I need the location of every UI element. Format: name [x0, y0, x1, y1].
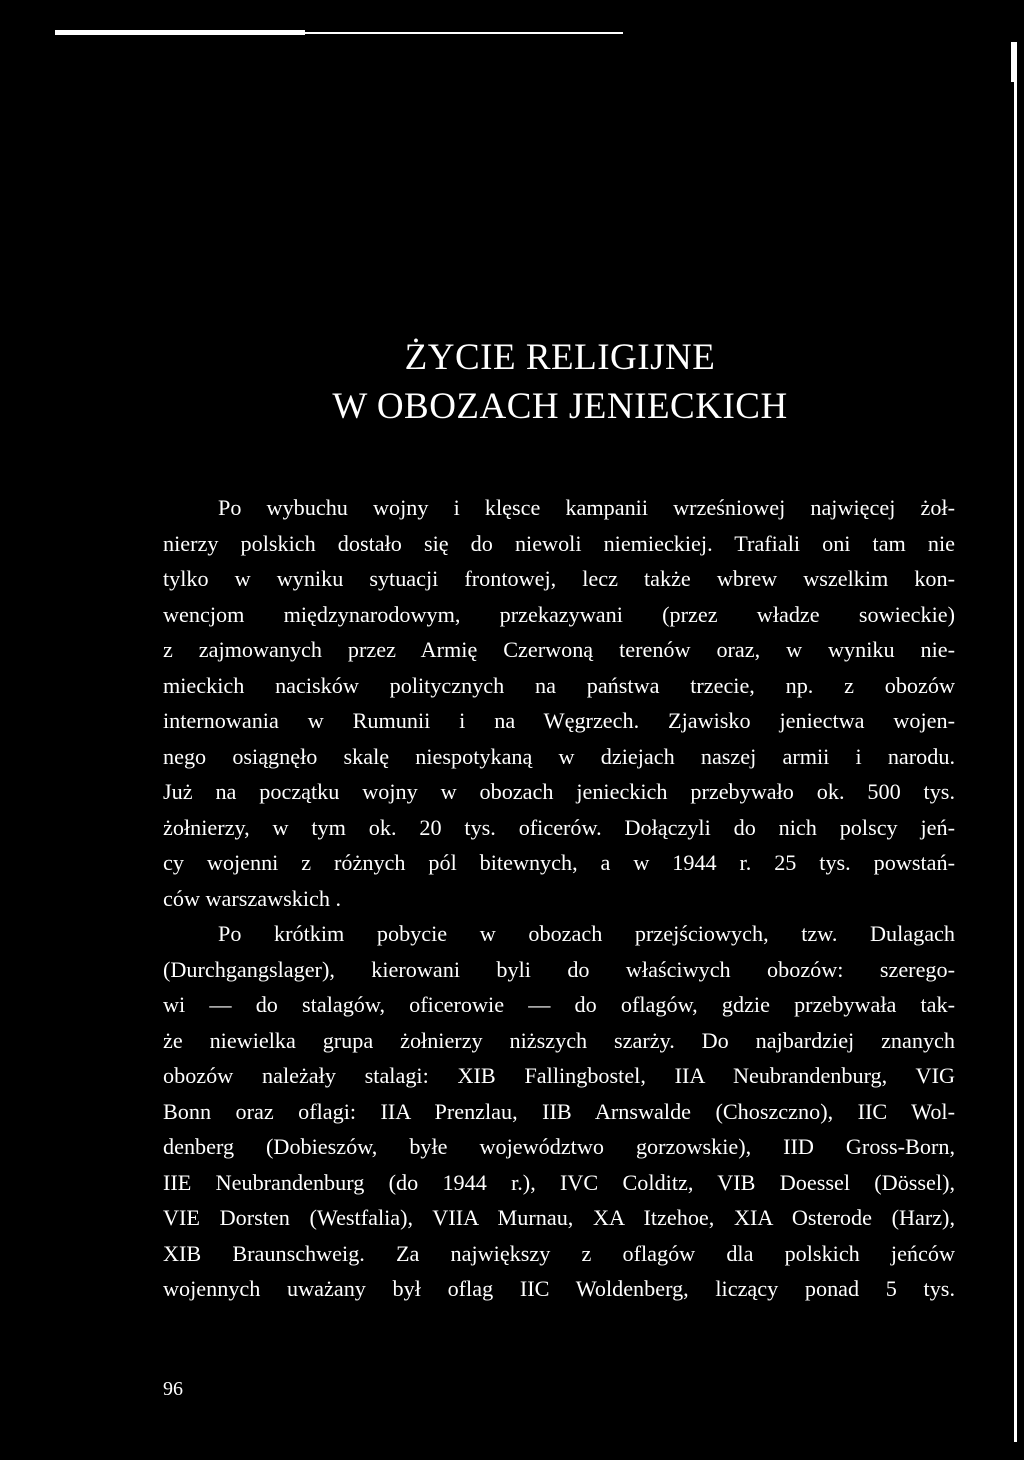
text-line: IIE Neubrandenburg (do 1944 r.), IVC Colditz, VIB Doessel (Dössel),	[163, 1169, 955, 1195]
text-line: cy wojenni z różnych pól bitewnych, a w 1944 r. 25 tys. powstań-	[163, 850, 955, 875]
text-line: wencjom międzynarodowym, przekazywani (przez władze sowieckie)	[163, 601, 955, 627]
text-line: internowania w Rumunii i na Węgrzech. Zjawisko jeniectwa wojen-	[163, 708, 955, 733]
text-line: nierzy polskich dostało się do niewoli niemieckiej. Trafiali oni tam nie	[163, 530, 955, 556]
text-line: ców warszawskich .	[163, 885, 342, 911]
chapter-title-line-1: ŻYCIE RELIGIJNE	[404, 337, 716, 378]
text-line: denberg (Dobieszów, byłe województwo gorzowskie), IID Gross-Born,	[163, 1134, 955, 1159]
text-line: (Durchgangslager), kierowani byli do właściwych obozów: szerego-	[163, 956, 955, 982]
text-line: tylko w wyniku sytuacji frontowej, lecz także wbrew wszelkim kon-	[163, 566, 955, 591]
text-line: żołnierzy, w tym ok. 20 tys. oficerów. Dołączyli do nich polscy jeń-	[163, 814, 955, 840]
right-border-line	[1014, 42, 1017, 1442]
page-number: 96	[163, 1378, 183, 1400]
text-line: XIB Braunschweig. Za największy z oflagów dla polskich jeńców	[163, 1240, 955, 1266]
text-line: nego osiągnęło skalę niespotykaną w dziejach naszej armii i narodu.	[163, 743, 955, 769]
text-line: VIE Dorsten (Westfalia), VIIA Murnau, XA Itzehoe, XIA Osterode (Harz),	[163, 1205, 955, 1230]
chapter-title	[160, 333, 960, 431]
paragraph-2	[163, 916, 955, 1307]
chapter-title-line-2: W OBOZACH JENIECKICH	[332, 386, 788, 427]
text-line: z zajmowanych przez Armię Czerwoną terenów oraz, w wyniku nie-	[163, 637, 955, 662]
text-line: Bonn oraz oflagi: IIA Prenzlau, IIB Arnswalde (Choszczno), IIC Wol-	[163, 1098, 955, 1124]
paragraph-1	[163, 490, 955, 916]
text-line: Po krótkim pobycie w obozach przejściowych, tzw. Dulagach	[218, 921, 955, 946]
text-line: wojennych uważany był oflag IIC Woldenberg, liczący ponad 5 tys.	[163, 1276, 955, 1301]
text-line: Po wybuchu wojny i klęsce kampanii wrześniowej najwięcej żoł-	[218, 495, 955, 520]
text-line: mieckich nacisków politycznych na państwa trzecie, np. z obozów	[163, 672, 955, 698]
text-line: że niewielka grupa żołnierzy niższych szarży. Do najbardziej znanych	[163, 1027, 955, 1053]
text-line: wi — do stalagów, oficerowie — do oflagów, gdzie przebywała tak-	[163, 992, 955, 1017]
text-line: obozów należały stalagi: XIB Fallingbostel, IIA Neubrandenburg, VIG	[163, 1063, 955, 1088]
top-border-line	[55, 32, 623, 34]
text-line: Już na początku wojny w obozach jenieckich przebywało ok. 500 tys.	[163, 779, 955, 804]
body-text	[163, 490, 955, 1307]
